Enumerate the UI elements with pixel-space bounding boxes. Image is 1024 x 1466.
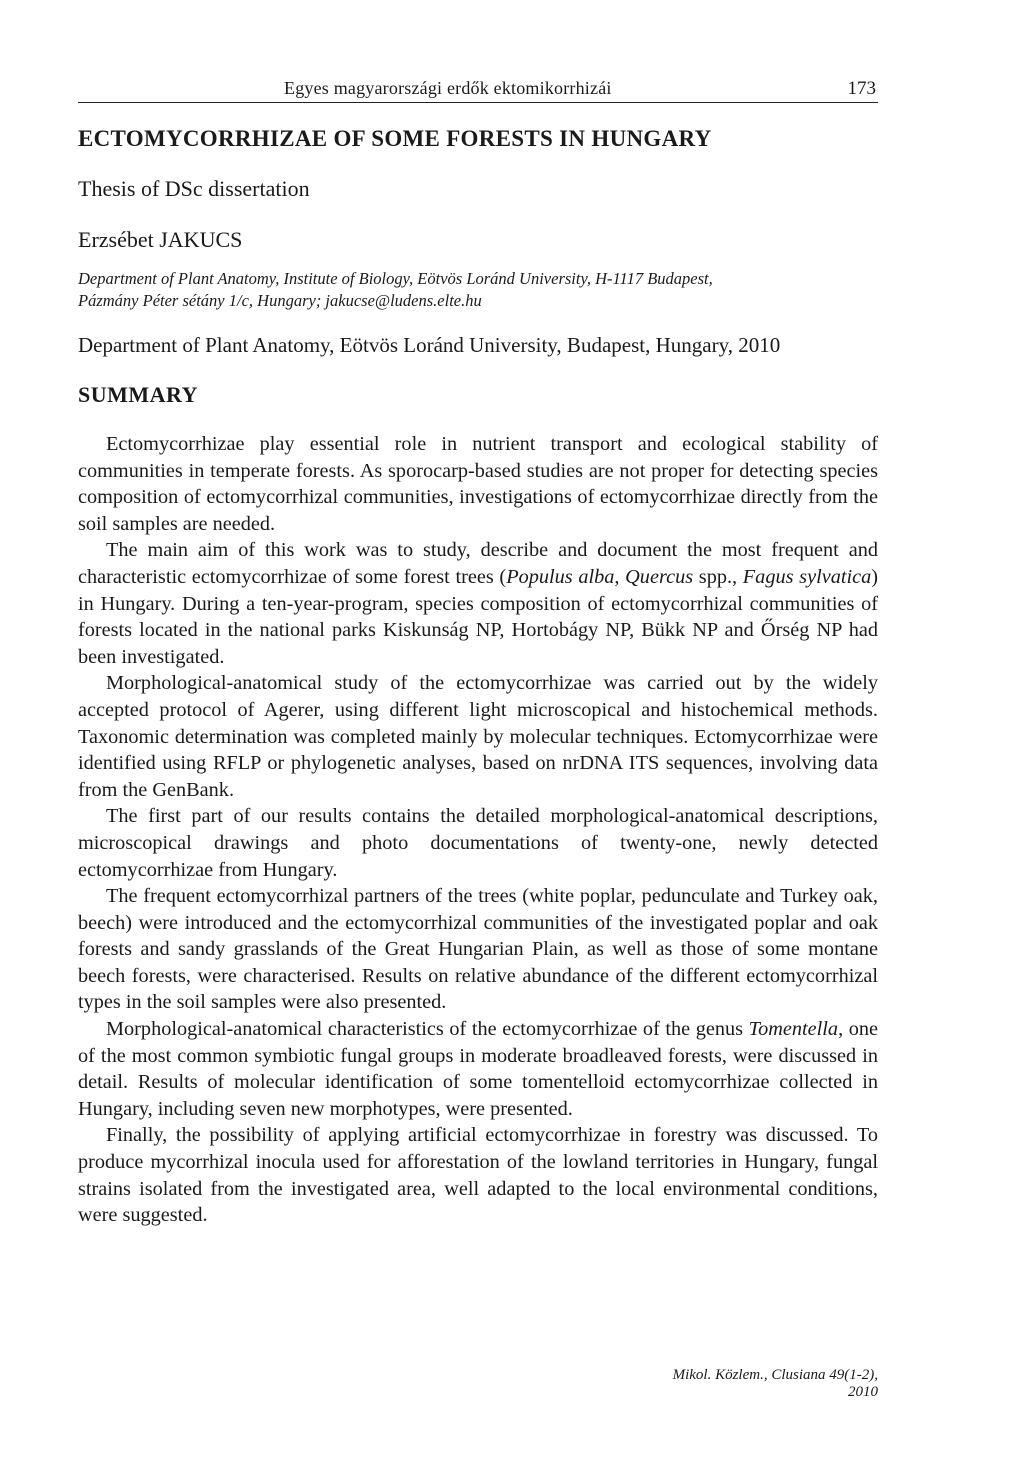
p6-text-c: , one of the most common symbiotic fungal groups in moderate broadleaved forests, were discussed in detail. Results of molecular identification of some tomentelloid ectomycorrhizae collected in Hungary, including seven new morphotypes, were presented. [78, 1018, 878, 1120]
article-subtitle: Thesis of DSc dissertation [78, 176, 310, 201]
affiliation-line-2: Pázmány Péter sétány 1/c, Hungary; jakucse@ludens.elte.hu [78, 291, 482, 310]
affiliation-line-1: Department of Plant Anatomy, Institute of Biology, Eötvös Loránd University, H-1117 Budapest, [78, 269, 713, 288]
page-number: 173 [847, 78, 876, 99]
article-title: ECTOMYCORRHIZAE OF SOME FORESTS IN HUNGARY [78, 126, 712, 151]
summary-paragraph-1: Ectomycorrhizae play essential role in nutrient transport and ecological stability of communities in temperate forests. As sporocarp-based studies are not proper for detecting species composition of ectomycorrhizal communities, investigations of ectomycorrhizae directly from the soil samples are needed. [78, 433, 878, 535]
running-header [78, 74, 878, 103]
author-affiliation [78, 268, 898, 312]
summary-paragraph-7: Finally, the possibility of applying artificial ectomycorrhizae in forestry was discussed. To produce mycorrhizal inocula used for afforestation of the lowland territories in Hungary, fungal strains isolated from the investigated area, well adapted to the local environmental conditions, were suggested. [78, 1124, 878, 1227]
summary-paragraph-6 [78, 1016, 878, 1122]
author-name: Erzsébet JAKUCS [78, 227, 243, 252]
running-title: Egyes magyarországi erdők ektomikorrhizái [284, 78, 612, 98]
p2-text-a: The main aim of this work was to study, describe and document the most frequent and characteristic ectomycorrhizae of some forest trees ( [78, 539, 878, 588]
footer-citation: Mikol. Közlem., Clusiana 49(1-2), 2010 [672, 1367, 878, 1400]
summary-paragraph-4: The first part of our results contains the detailed morphological-anatomical descriptions, microscopical drawings and photo documentations of twenty-one, newly detected ectomycorrhizae from Hungary. [78, 805, 878, 881]
p2-taxon-populus: Populus alba [506, 565, 615, 588]
p2-taxon-fagus: Fagus sylvatica [742, 565, 872, 588]
p2-text-g: ) in Hungary. During a ten-year-program, species composition of ectomycorrhizal communities of forests located in the national parks Kiskunság NP, Hortobágy NP, Bükk NP and Őrség NP had been investigated. [78, 565, 879, 668]
summary-heading: SUMMARY [78, 382, 199, 407]
p6-taxon-tomentella: Tomentella [748, 1018, 839, 1041]
summary-paragraph-5: The frequent ectomycorrhizal partners of the trees (white poplar, pedunculate and Turkey oak, beech) were introduced and the ectomycorrhizal communities of the investigated poplar and oak forests and sandy grasslands of the Great Hungarian Plain, as well as those of some montane beech forests, were characterised. Results on relative abundance of the different ectomycorrhizal types in the soil samples were also presented. [78, 885, 878, 1014]
p2-text-c: , [614, 565, 626, 588]
p6-text-a: Morphological-anatomical characteristics of the ectomycorrhizae of the genus [106, 1018, 749, 1041]
p2-taxon-quercus: Quercus [625, 565, 694, 588]
summary-paragraph-3: Morphological-anatomical study of the ectomycorrhizae was carried out by the widely accepted protocol of Agerer, using different light microscopical and histochemical methods. Taxonomic determination was completed mainly by molecular techniques. Ectomycorrhizae were identified using RFLP or phylogenetic analyses, based on nrDNA ITS sequences, involving data from the GenBank. [78, 672, 878, 801]
department-line: Department of Plant Anatomy, Eötvös Loránd University, Budapest, Hungary, 2010 [78, 333, 781, 357]
p2-text-e: spp., [693, 565, 743, 588]
summary-body [78, 431, 878, 1229]
summary-paragraph-2 [78, 537, 878, 670]
